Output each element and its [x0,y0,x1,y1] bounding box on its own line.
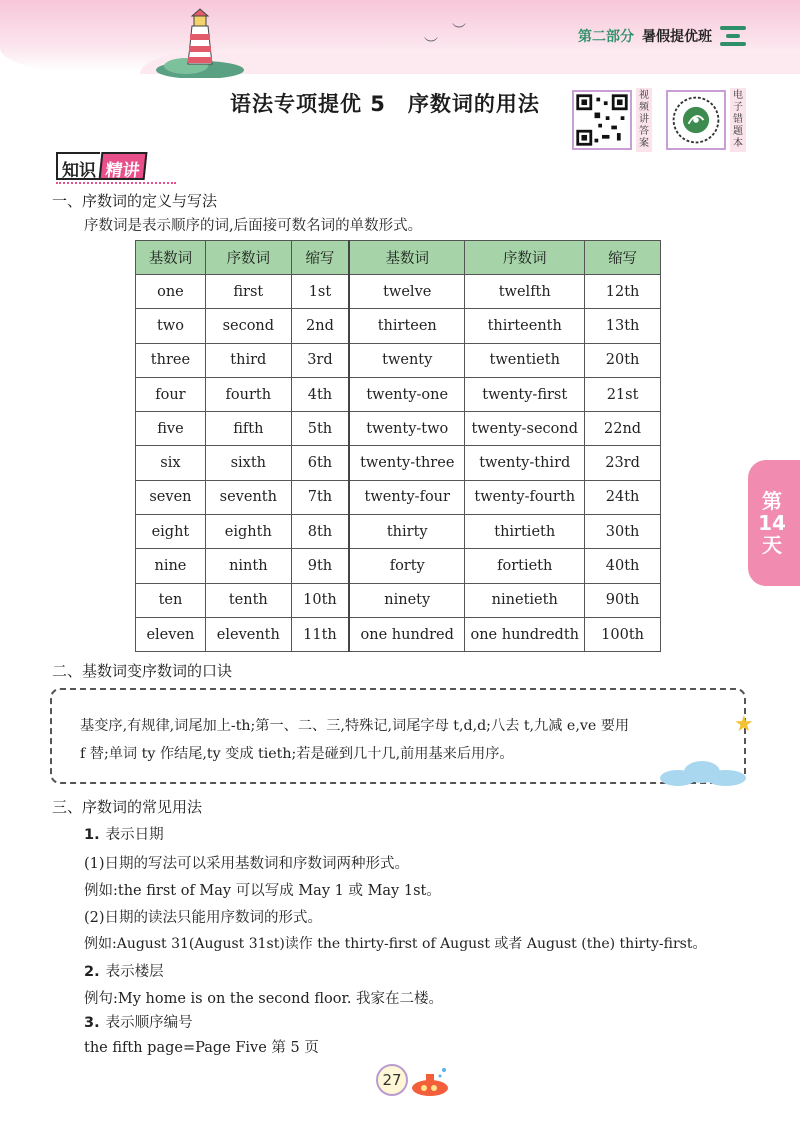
table-cell: twelve [349,275,465,309]
corner-decoration-icon [718,20,748,50]
column-header: 基数词 [349,241,465,275]
knowledge-badge [56,152,146,180]
table-cell: fifth [205,412,291,446]
table-cell: 20th [585,343,661,377]
table-cell: seventh [205,480,291,514]
table-cell: thirty [349,515,465,549]
item-title: 表示日期 [105,827,164,843]
table-cell: 11th [291,617,349,651]
table-cell: 24th [585,480,661,514]
table-cell: 8th [291,515,349,549]
day-tab-number: 14 [758,511,786,535]
table-cell: 7th [291,480,349,514]
table-cell: 6th [291,446,349,480]
usage-heading-floor [84,960,164,981]
table-body [136,275,661,652]
table-cell: 90th [585,583,661,617]
table-cell: twenty-fourth [465,480,585,514]
table-cell: 30th [585,515,661,549]
table-cell: ninth [205,549,291,583]
table-cell: 23rd [585,446,661,480]
column-header: 基数词 [136,241,206,275]
table-cell: twenty-second [465,412,585,446]
table-row [136,275,661,309]
table-row [136,480,661,514]
table-row [136,515,661,549]
table-cell: twenty-third [465,446,585,480]
column-header: 缩写 [291,241,349,275]
table-cell: sixth [205,446,291,480]
table-cell: eighth [205,515,291,549]
usage-example: 例句:My home is on the second floor. 我家在二楼。 [84,991,444,1007]
table-cell: twenty-one [349,377,465,411]
item-number: 1. [84,827,100,843]
table-cell: 1st [291,275,349,309]
cloud-icon [658,760,748,786]
usage-text: (2)日期的读法只能用序数词的形式。 [84,910,323,926]
table-header-row [136,241,661,275]
table-cell: 21st [585,377,661,411]
table-cell: eleven [136,617,206,651]
table-cell: six [136,446,206,480]
table-cell: 10th [291,583,349,617]
table-cell: twenty-two [349,412,465,446]
item-title: 表示顺序编号 [105,1015,193,1031]
table-cell: twenty-first [465,377,585,411]
lighthouse-illustration [150,6,250,78]
table-cell: third [205,343,291,377]
star-icon: ★ [734,712,754,737]
table-cell: twentieth [465,343,585,377]
usage-example: 例如:August 31(August 31st)读作 the thirty-first of August 或者 August (the) thirty-first。 [84,936,707,952]
table-cell: forty [349,549,465,583]
table-cell: three [136,343,206,377]
table-row [136,377,661,411]
table-cell: twenty-three [349,446,465,480]
day-tab [748,460,800,586]
table-cell: ninety [349,583,465,617]
table-row [136,412,661,446]
usage-heading-order [84,1011,193,1032]
series-course: 暑假提优班 [642,29,712,45]
error-book-qr-code-icon[interactable] [666,90,726,150]
usage-example: the fifth page=Page Five 第 5 页 [84,1040,319,1056]
section3-heading: 三、序数词的常见用法 [52,798,203,816]
mnemonic-line: 基变序,有规律,词尾加上-th;第一、二、三,特殊记,词尾字母 t,d,d;八去 t,九减 e,ve 要用 [80,718,630,734]
table-row [136,617,661,651]
series-label [578,26,712,46]
table-cell: four [136,377,206,411]
usage-text: (1)日期的写法可以采用基数词和序数词两种形式。 [84,856,410,872]
item-title: 表示楼层 [105,964,164,980]
table-cell: 2nd [291,309,349,343]
table-cell: one hundredth [465,617,585,651]
table-row [136,549,661,583]
table-row [136,583,661,617]
table-cell: 12th [585,275,661,309]
ordinal-table [135,240,661,652]
table-cell: first [205,275,291,309]
table-cell: five [136,412,206,446]
section2-heading: 二、基数词变序数词的口诀 [52,662,233,680]
badge-underline [56,182,176,184]
section1-heading: 一、序数词的定义与写法 [52,192,218,210]
day-tab-prefix: 第 [762,489,782,513]
table-cell: 13th [585,309,661,343]
table-cell: thirteenth [465,309,585,343]
table-cell: 4th [291,377,349,411]
page-title: 语法专项提优 5 序数词的用法 [230,92,540,116]
table-cell: 22nd [585,412,661,446]
column-header: 序数词 [205,241,291,275]
usage-heading-date [84,823,164,844]
qr-label-video: 视频讲答案 [636,88,652,152]
submarine-icon [404,1066,452,1098]
table-row [136,343,661,377]
table-cell: twelfth [465,275,585,309]
table-cell: two [136,309,206,343]
table-cell: 100th [585,617,661,651]
table-cell: 40th [585,549,661,583]
table-cell: nine [136,549,206,583]
table-cell: twenty-four [349,480,465,514]
table-row [136,309,661,343]
page-number: 27 [376,1064,408,1096]
mnemonic-line: f 替;单词 ty 作结尾,ty 变成 tieth;若是碰到几十几,前用基来后用序。 [80,746,514,762]
table-cell: twenty [349,343,465,377]
section1-definition: 序数词是表示顺序的词,后面接可数名词的单数形式。 [84,218,423,234]
table-row [136,446,661,480]
table-cell: ninetieth [465,583,585,617]
column-header: 缩写 [585,241,661,275]
table-cell: one hundred [349,617,465,651]
table-cell: tenth [205,583,291,617]
table-cell: ten [136,583,206,617]
badge-left: 知识 [56,152,100,180]
table-cell: 3rd [291,343,349,377]
table-cell: thirteen [349,309,465,343]
table-cell: seven [136,480,206,514]
usage-example: 例如:the first of May 可以写成 May 1 或 May 1st。 [84,883,441,899]
table-cell: eleventh [205,617,291,651]
series-part: 第二部分 [578,29,634,45]
item-number: 3. [84,1015,100,1031]
video-answer-qr-code-icon[interactable] [572,90,632,150]
column-header: 序数词 [465,241,585,275]
table-cell: eight [136,515,206,549]
table-cell: 5th [291,412,349,446]
day-tab-suffix: 天 [762,533,782,557]
table-cell: second [205,309,291,343]
item-number: 2. [84,964,100,980]
table-cell: fourth [205,377,291,411]
qr-label-error-book: 电子错题本 [730,88,746,152]
bird-icon: ︶ [452,23,466,39]
bird-icon: ︶ [424,37,438,53]
table-cell: fortieth [465,549,585,583]
table-cell: one [136,275,206,309]
badge-right: 精讲 [99,152,148,180]
mnemonic-box [50,688,746,784]
table-cell: 9th [291,549,349,583]
table-cell: thirtieth [465,515,585,549]
